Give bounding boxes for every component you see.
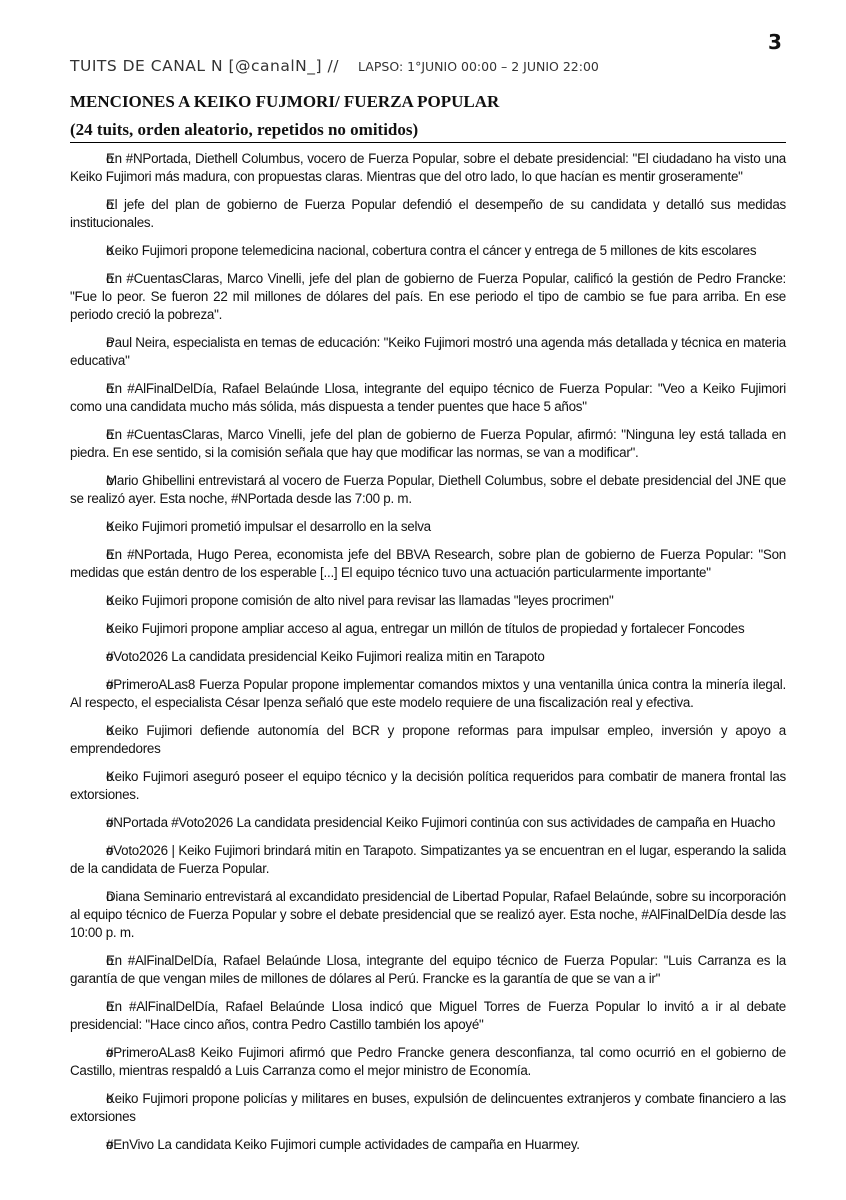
tweet-text: o Paul Neira, especialista en temas de educación: "Keiko Fujimori mostró una agenda más detallada y técnica en materia educativa"	[70, 334, 786, 370]
tweet-item	[70, 620, 786, 638]
section-subtitle: (24 tuits, orden aleatorio, repetidos no omitidos)	[70, 120, 419, 139]
tweet-text: o Diana Seminario entrevistará al excandidato presidencial de Libertad Popular, Rafael Belaúnde, sobre su incorporación al equipo técnico de Fuerza Popular y sobre el debate presidencial que se realizó ayer. Esta noche, #AlFinalDelDía desde las 10:00 p. m.	[70, 888, 786, 942]
tweet-item	[70, 676, 786, 712]
tweet-text: o Keiko Fujimori propone comisión de alto nivel para revisar las llamadas "leyes procrimen"	[70, 592, 786, 610]
page-number: 3	[768, 30, 782, 54]
tweet-text: o Keiko Fujimori defiende autonomía del BCR y propone reformas para impulsar empleo, inversión y apoyo a emprendedores	[70, 722, 786, 758]
tweet-item	[70, 1044, 786, 1080]
tweet-text: o #Voto2026 | Keiko Fujimori brindará mitin en Tarapoto. Simpatizantes ya se encuentran en el lugar, esperando la salida de la candidata de Fuerza Popular.	[70, 842, 786, 878]
tweet-item	[70, 998, 786, 1034]
tweet-item	[70, 1090, 786, 1126]
tweet-list	[70, 150, 786, 1164]
tweet-item	[70, 592, 786, 610]
tweet-text: o Keiko Fujimori aseguró poseer el equipo técnico y la decisión política requeridos para combatir de manera frontal las extorsiones.	[70, 768, 786, 804]
tweet-text: o En #CuentasClaras, Marco Vinelli, jefe del plan de gobierno de Fuerza Popular, calificó la gestión de Pedro Francke: "Fue lo peor. Se fueron 22 mil millones de dólares del país. En ese periodo el tipo de cambio se fue para arriba. En ese periodo creció la pobreza".	[70, 270, 786, 324]
tweet-text: o En #NPortada, Diethell Columbus, vocero de Fuerza Popular, sobre el debate presidencial: "El ciudadano ha visto una Keiko Fujimori más madura, con propuestas claras. Mientras que del otro lado, lo que hacían es mentir groseramente"	[70, 150, 786, 186]
tweet-text: o #Voto2026 La candidata presidencial Keiko Fujimori realiza mitin en Tarapoto	[70, 648, 786, 666]
tweet-text: o Keiko Fujimori propone policías y militares en buses, expulsión de delincuentes extranjeros y combate financiero a las extorsiones	[70, 1090, 786, 1126]
tweet-item	[70, 518, 786, 536]
tweet-text: o #NPortada #Voto2026 La candidata presidencial Keiko Fujimori continúa con sus actividades de campaña en Huacho	[70, 814, 786, 832]
tweet-item	[70, 1136, 786, 1154]
tweet-item	[70, 722, 786, 758]
tweet-item	[70, 242, 786, 260]
tweet-item	[70, 334, 786, 370]
tweet-item	[70, 380, 786, 416]
document-header	[70, 56, 790, 75]
tweet-item	[70, 842, 786, 878]
tweet-item	[70, 196, 786, 232]
tweet-item	[70, 426, 786, 462]
tweet-text: o En #AlFinalDelDía, Rafael Belaúnde Llosa, integrante del equipo técnico de Fuerza Popular: "Veo a Keiko Fujimori como una candidata mucho más sólida, más dispuesta a tender puentes que hace 5 años"	[70, 380, 786, 416]
tweet-text: o Keiko Fujimori prometió impulsar el desarrollo en la selva	[70, 518, 786, 536]
tweet-text: o En #AlFinalDelDía, Rafael Belaúnde Llosa, integrante del equipo técnico de Fuerza Popular: "Luis Carranza es la garantía de que vengan miles de millones de dólares al Perú. Francke es la garantía de que se van a ir"	[70, 952, 786, 988]
tweet-item	[70, 768, 786, 804]
tweet-item	[70, 814, 786, 832]
tweet-text: o #PrimeroALas8 Fuerza Popular propone implementar comandos mixtos y una ventanilla única contra la minería ilegal. Al respecto, el especialista César Ipenza señaló que este modelo requiere de una fiscalización real y efectiva.	[70, 676, 786, 712]
header-title: TUITS DE CANAL N [@canalN_] //	[70, 57, 339, 75]
tweet-text: o #EnVivo La candidata Keiko Fujimori cumple actividades de campaña en Huarmey.	[70, 1136, 786, 1154]
tweet-item	[70, 270, 786, 324]
title-divider	[70, 142, 786, 143]
tweet-text: o El jefe del plan de gobierno de Fuerza Popular defendió el desempeño de su candidata y detalló sus medidas institucionales.	[70, 196, 786, 232]
tweet-text: o Keiko Fujimori propone telemedicina nacional, cobertura contra el cáncer y entrega de 5 millones de kits escolares	[70, 242, 786, 260]
tweet-text: o Mario Ghibellini entrevistará al vocero de Fuerza Popular, Diethell Columbus, sobre el debate presidencial del JNE que se realizó ayer. Esta noche, #NPortada desde las 7:00 p. m.	[70, 472, 786, 508]
tweet-item	[70, 150, 786, 186]
tweet-item	[70, 648, 786, 666]
header-period: LAPSO: 1°JUNIO 00:00 – 2 JUNIO 22:00	[358, 59, 599, 74]
tweet-text: o Keiko Fujimori propone ampliar acceso al agua, entregar un millón de títulos de propiedad y fortalecer Foncodes	[70, 620, 786, 638]
tweet-text: o En #AlFinalDelDía, Rafael Belaúnde Llosa indicó que Miguel Torres de Fuerza Popular lo invitó a ir al debate presidencial: "Hace cinco años, contra Pedro Castillo también los apoyé"	[70, 998, 786, 1034]
tweet-text: o #PrimeroALas8 Keiko Fujimori afirmó que Pedro Francke genera desconfianza, tal como ocurrió en el gobierno de Castillo, mientras respaldó a Luis Carranza como el mejor ministro de Economía.	[70, 1044, 786, 1080]
section-title: MENCIONES A KEIKO FUJMORI/ FUERZA POPULAR	[70, 92, 500, 111]
tweet-item	[70, 952, 786, 988]
tweet-text: o En #NPortada, Hugo Perea, economista jefe del BBVA Research, sobre plan de gobierno de Fuerza Popular: "Son medidas que están dentro de los esperable [...] El equipo técnico tuvo una actuación particularmente importante"	[70, 546, 786, 582]
tweet-item	[70, 546, 786, 582]
tweet-item	[70, 888, 786, 942]
tweet-text: o En #CuentasClaras, Marco Vinelli, jefe del plan de gobierno de Fuerza Popular, afirmó: "Ninguna ley está tallada en piedra. En ese sentido, si la comisión señala que hay que modificar las normas, se van a modificar".	[70, 426, 786, 462]
tweet-item	[70, 472, 786, 508]
